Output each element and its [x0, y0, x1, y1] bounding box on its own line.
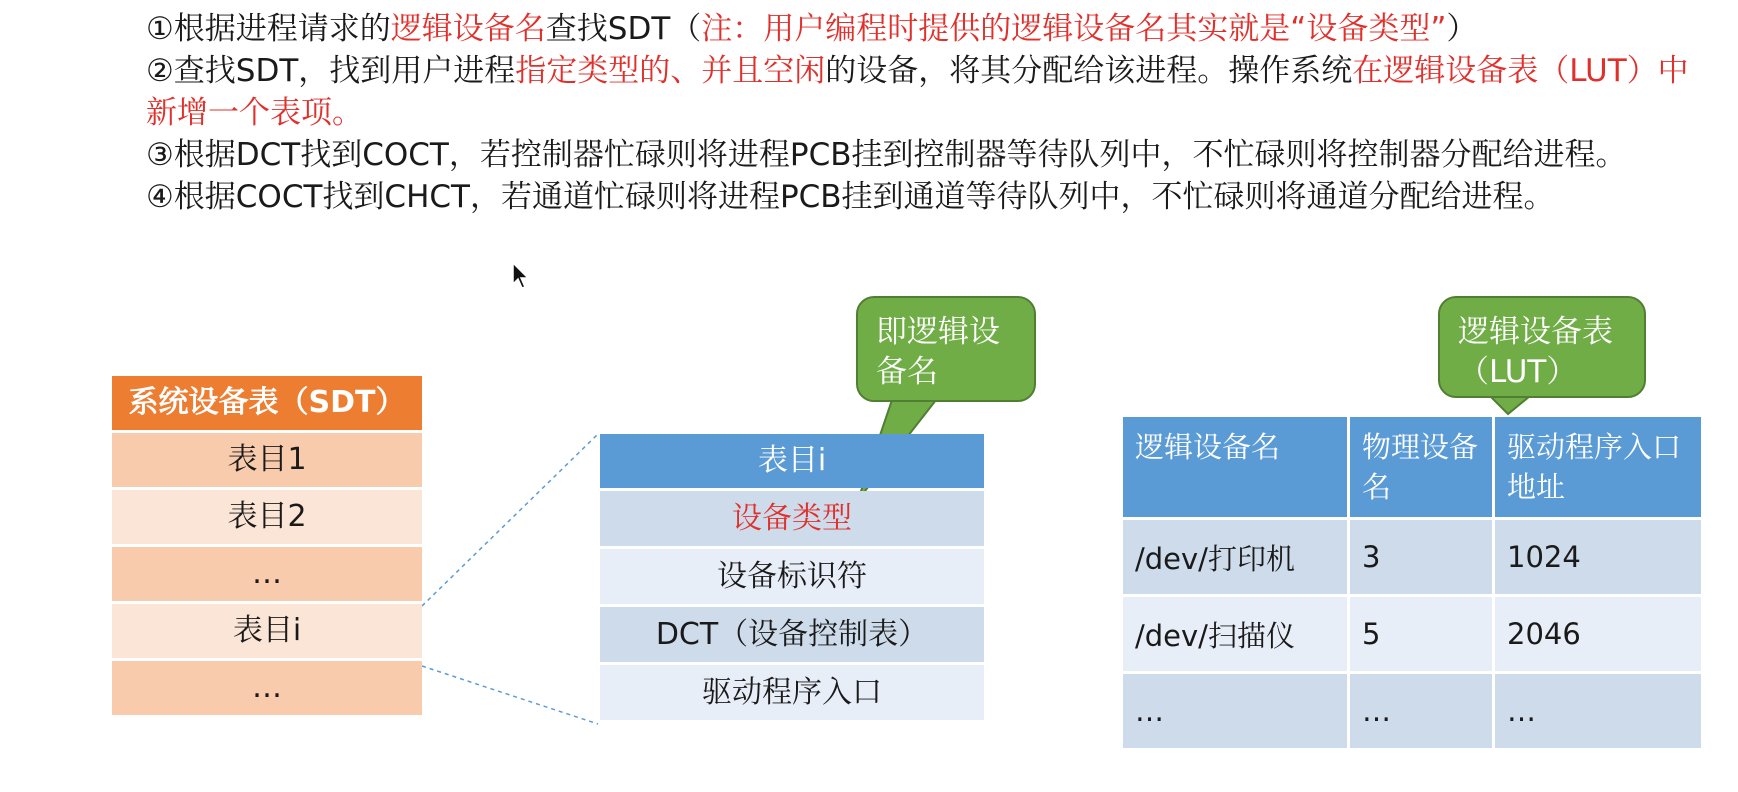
- step-1-part-3: 查找SDT（: [545, 11, 702, 47]
- lut-cell: …: [1123, 674, 1347, 748]
- sdt-row: …: [112, 661, 422, 715]
- sdt-row: 表目i: [112, 604, 422, 658]
- step-1-part-4: 注：用户编程时提供的逻辑设备名其实就是“设备类型”: [701, 11, 1447, 47]
- step-2-part-1: ②查找SDT，找到用户进程: [146, 53, 516, 89]
- step-2-part-3: 的设备，将其分配给该进程。操作系统: [825, 53, 1353, 89]
- step-2-part-2: 指定类型的、并且空闲: [515, 53, 826, 89]
- lut-cell: 1024: [1495, 520, 1701, 594]
- step-1-part-1: ①根据进程请求的: [146, 11, 391, 47]
- lut-cell: …: [1350, 674, 1492, 748]
- step-1-part-5: ）: [1446, 11, 1478, 47]
- sdt-row: 表目1: [112, 433, 422, 487]
- entry-row-dct: DCT（设备控制表）: [600, 607, 984, 662]
- step-2-part-4: 在逻辑设备表（LUT）中新增一个表项。: [146, 53, 1689, 131]
- entry-table: [600, 434, 984, 723]
- callout-lut: 逻辑设备表（LUT）: [1438, 296, 1646, 398]
- lut-cell: /dev/打印机: [1123, 520, 1347, 594]
- lut-header-driver-address: 驱动程序入口地址: [1495, 417, 1701, 517]
- entry-row-device-id: 设备标识符: [600, 549, 984, 604]
- lut-cell: 3: [1350, 520, 1492, 594]
- sdt-title: 系统设备表（SDT）: [112, 376, 422, 430]
- lut-header-row: [1123, 417, 1701, 517]
- sdt-row: 表目2: [112, 490, 422, 544]
- callout-tail-lut: [1490, 396, 1530, 414]
- lut-table: [1120, 414, 1704, 751]
- lut-header-physical-name: 物理设备名: [1350, 417, 1492, 517]
- step-4-text: ④根据COCT找到CHCT，若通道忙碌则将进程PCB挂到通道等待队列中，不忙碌则将通道分配给进程。: [146, 179, 1555, 215]
- lut-cell: 2046: [1495, 597, 1701, 671]
- lut-header-logical-name: 逻辑设备名: [1123, 417, 1347, 517]
- lut-cell: 5: [1350, 597, 1492, 671]
- step-1-part-2: 逻辑设备名: [390, 11, 546, 47]
- callout-logical-name: 即逻辑设备名: [856, 296, 1036, 402]
- connector-line-top: [422, 434, 598, 606]
- table-row: [1123, 597, 1701, 671]
- lut-cell: /dev/扫描仪: [1123, 597, 1347, 671]
- sdt-row: …: [112, 547, 422, 601]
- sdt-table: [112, 376, 422, 718]
- table-row: [1123, 520, 1701, 594]
- step-3-text: ③根据DCT找到COCT，若控制器忙碌则将进程PCB挂到控制器等待队列中，不忙碌则将控制器分配给进程。: [146, 137, 1627, 173]
- connector-line-bottom: [422, 666, 598, 724]
- entry-row-device-type: 设备类型: [600, 491, 984, 546]
- table-row: [1123, 674, 1701, 748]
- lut-cell: …: [1495, 674, 1701, 748]
- entry-row-driver-entry: 驱动程序入口: [600, 665, 984, 720]
- entry-title: 表目i: [600, 434, 984, 488]
